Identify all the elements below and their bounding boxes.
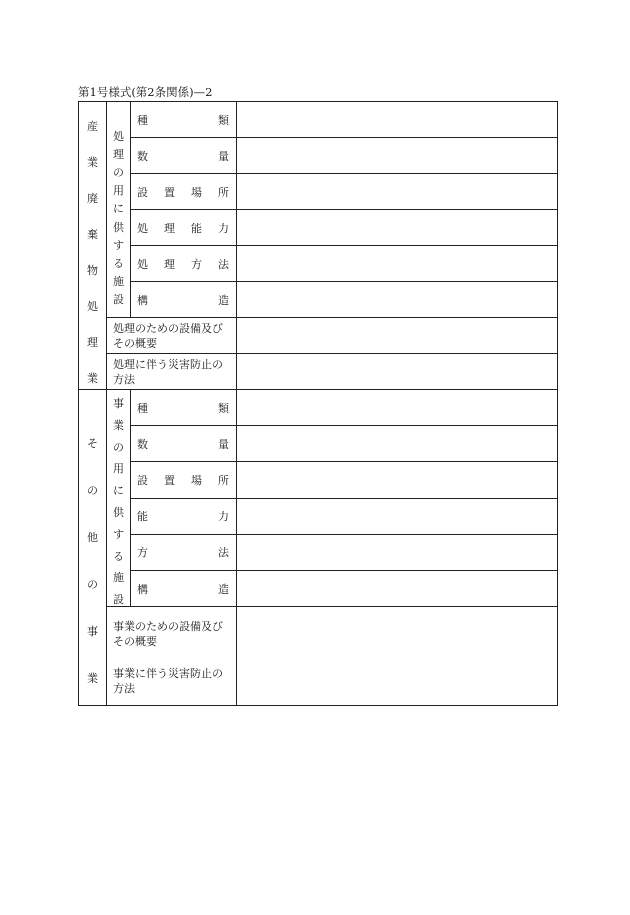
section1-item-value[interactable]: [237, 282, 558, 318]
section1-item-label-char: 所: [218, 185, 229, 199]
section1-facility-char: 施: [113, 275, 124, 289]
section1-item-label: [131, 138, 237, 174]
section1-equipment-row: [79, 318, 558, 354]
section1-disaster-row: [79, 354, 558, 390]
section1-item-label: [131, 282, 237, 318]
section2-item-value[interactable]: [237, 570, 558, 606]
section2-item-label-char: 設: [137, 473, 148, 487]
section2-item-label-char: 数: [137, 437, 148, 451]
section1-disaster-value[interactable]: [237, 354, 558, 390]
section1-item-label-char: 数: [137, 149, 148, 163]
section2-item-label-char: 方: [137, 546, 148, 560]
section1-item-label-char: 構: [137, 293, 148, 307]
section2-row: [79, 462, 558, 498]
section1-item-label-char: 量: [218, 149, 229, 163]
section2-row: [79, 426, 558, 462]
section2-equipment-label: 事業のための設備及びその概要: [113, 620, 223, 649]
section1-facility-char: 処: [113, 129, 124, 143]
section1-item-label-char: 類: [218, 113, 229, 127]
section1-item-value[interactable]: [237, 246, 558, 282]
section2-item-value[interactable]: [237, 498, 558, 534]
section1-facility-char: 用: [113, 184, 124, 198]
section1-item-label-char: 法: [218, 257, 229, 271]
section2-overview-row: [79, 607, 558, 706]
section1-disaster-label: 処理に伴う災害防止の方法: [107, 354, 237, 390]
section1-item-label-char: 設: [137, 185, 148, 199]
section2-facility-label: [107, 390, 131, 607]
section2-item-label-char: 場: [191, 473, 202, 487]
section2-category: [79, 410, 106, 685]
section1-facility-char: の: [113, 166, 124, 180]
section1-category-char: 棄: [87, 228, 98, 241]
section2-facility: [107, 390, 130, 606]
section2-disaster-label: 事業に伴う災害防止の方法: [113, 667, 223, 696]
section1-item-value[interactable]: [237, 138, 558, 174]
section2-item-value[interactable]: [237, 534, 558, 570]
disposal-facility-form: [78, 101, 558, 706]
section2-overview-value[interactable]: [237, 607, 558, 706]
section1-item-label-char: 理: [164, 257, 175, 271]
section2-facility-char: 業: [113, 418, 124, 432]
section2-category-char: 事: [87, 625, 98, 639]
section2-category-char: 業: [87, 672, 98, 686]
section2-item-label: [131, 462, 237, 498]
section1-item-label-char: 場: [191, 185, 202, 199]
section1-item-label-char: 置: [164, 185, 175, 199]
section2-category-char: の: [87, 484, 98, 498]
section2-item-label: [131, 570, 237, 606]
section2-item-label: [131, 498, 237, 534]
section2-item-label-char: 類: [218, 401, 229, 415]
section1-item-label-char: 処: [137, 257, 148, 271]
section1-category-label: [79, 102, 107, 390]
section2-category-char: の: [87, 578, 98, 592]
section2-facility-char: 供: [113, 505, 124, 519]
section2-facility-char: す: [113, 527, 124, 541]
section1-category-char: 産: [87, 120, 98, 133]
section1-facility-char: 供: [113, 220, 124, 234]
section1-facility-char: す: [113, 238, 124, 252]
section2-item-label-char: 構: [137, 582, 148, 596]
section1-equipment-label: 処理のための設備及びその概要: [107, 318, 237, 354]
section1-row: [79, 102, 558, 138]
section1-row: [79, 282, 558, 318]
section1-item-label-char: 力: [218, 221, 229, 235]
section1-item-label-char: 種: [137, 113, 148, 127]
section1-facility: [107, 113, 130, 307]
section1-item-label-char: 処: [137, 221, 148, 235]
section2-item-value[interactable]: [237, 426, 558, 462]
section2-row: [79, 390, 558, 426]
section1-category-char: 業: [87, 156, 98, 169]
section2-row: [79, 534, 558, 570]
section1-category-char: 物: [87, 264, 98, 277]
section2-item-label-char: 能: [137, 510, 148, 524]
section2-item-value[interactable]: [237, 462, 558, 498]
section1-row: [79, 174, 558, 210]
section1-category-char: 業: [87, 372, 98, 385]
section1-item-value[interactable]: [237, 210, 558, 246]
section1-item-label: [131, 102, 237, 138]
section1-item-label: [131, 210, 237, 246]
section2-item-label-char: 置: [164, 473, 175, 487]
section1-item-label: [131, 246, 237, 282]
section2-item-label-char: 種: [137, 401, 148, 415]
section1-row: [79, 246, 558, 282]
section2-item-label-char: 所: [218, 473, 229, 487]
section1-item-value[interactable]: [237, 174, 558, 210]
section2-facility-char: る: [113, 549, 124, 563]
form-heading: 第1号様式(第2条関係)—2: [78, 85, 213, 99]
section2-facility-char: 事: [113, 397, 124, 410]
section1-category-char: 理: [87, 336, 98, 349]
section1-facility-label: [107, 102, 131, 318]
section2-item-label-char: 法: [218, 546, 229, 560]
section2-item-label-char: 力: [218, 510, 229, 524]
section1-facility-char: 設: [113, 293, 124, 307]
section2-facility-char: 設: [113, 593, 124, 607]
section2-item-label: [131, 426, 237, 462]
section1-category-char: 廃: [87, 192, 98, 205]
section2-item-label: [131, 390, 237, 426]
section1-facility-char: に: [113, 202, 124, 216]
section1-item-value[interactable]: [237, 102, 558, 138]
section2-item-value[interactable]: [237, 390, 558, 426]
section1-row: [79, 138, 558, 174]
section2-row: [79, 570, 558, 606]
section2-facility-char: 用: [113, 462, 124, 476]
section2-category-char: そ: [87, 437, 98, 451]
section1-equipment-value[interactable]: [237, 318, 558, 354]
section2-item-label: [131, 534, 237, 570]
section1-facility-char: る: [113, 256, 124, 270]
section1-row: [79, 210, 558, 246]
section2-overview-labels: [107, 607, 237, 706]
section2-row: [79, 498, 558, 534]
section2-category-char: 他: [87, 531, 98, 545]
section1-item-label-char: 理: [164, 221, 175, 235]
section1-facility-char: 理: [113, 147, 124, 161]
section2-facility-char: の: [113, 440, 124, 454]
section2-category-label: [79, 390, 107, 706]
section1-item-label-char: 能: [191, 221, 202, 235]
section1-category: [79, 106, 106, 385]
section2-facility-char: に: [113, 484, 124, 498]
section1-item-label-char: 方: [191, 257, 202, 271]
section2-facility-char: 施: [113, 571, 124, 585]
section1-item-label-char: 造: [218, 293, 229, 307]
section1-category-char: 処: [87, 300, 98, 313]
section2-item-label-char: 量: [218, 437, 229, 451]
section1-item-label: [131, 174, 237, 210]
section2-item-label-char: 造: [218, 582, 229, 596]
